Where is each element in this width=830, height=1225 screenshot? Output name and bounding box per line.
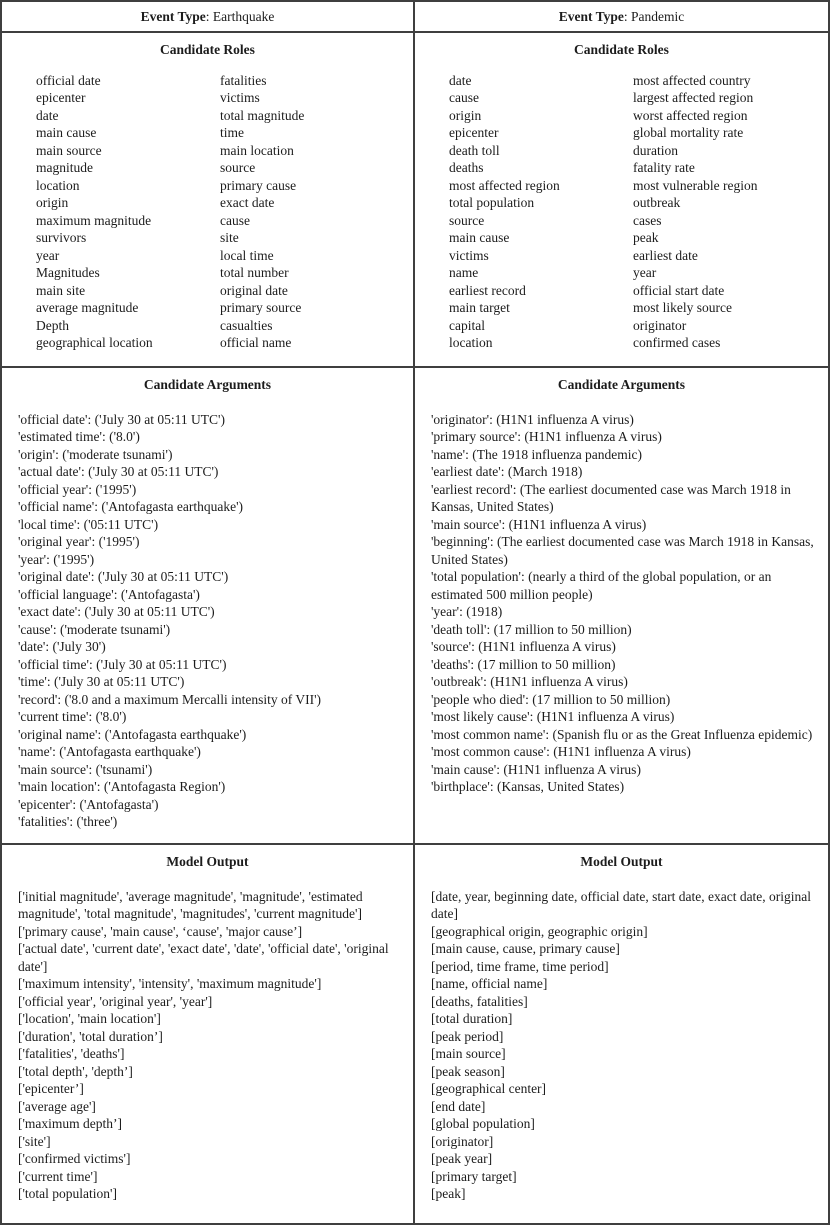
list-item: ['official year', 'original year', 'year'] — [18, 993, 213, 1009]
list-item: originator — [633, 317, 687, 333]
list-item: ['maximum intensity', 'intensity', 'maximum magnitude'] — [18, 976, 322, 991]
list-item: 'official language': ('Antofagasta') — [18, 586, 200, 602]
list-item: date — [449, 72, 472, 88]
list-item: maximum magnitude — [36, 212, 152, 228]
list-item: 'birthplace': (Kansas, United States) — [431, 779, 625, 794]
list-item: primary cause — [220, 177, 297, 193]
list-item: epicenter — [36, 90, 86, 105]
candidate-arguments-section-pandemic — [415, 368, 828, 845]
list-item: 'name': (The 1918 influenza pandemic) — [431, 446, 643, 462]
list-item: cause — [220, 212, 250, 228]
list-item: date — [36, 107, 59, 123]
list-item: source — [220, 160, 256, 175]
list-item: exact date — [220, 195, 275, 210]
candidate-arguments-title: Candidate Arguments — [557, 377, 686, 392]
list-item: most vulnerable region — [633, 177, 758, 193]
list-item: 'cause': ('moderate tsunami') — [18, 621, 171, 637]
list-item: total number — [220, 265, 289, 280]
list-item: 'main location': ('Antofagasta Region') — [18, 779, 226, 794]
candidate-arguments-section-earthquake — [2, 368, 415, 845]
list-item: main site — [36, 282, 86, 298]
list-item: ['maximum depth’] — [18, 1116, 123, 1131]
list-item: magnitude — [36, 160, 93, 175]
list-item: ['initial magnitude', 'average magnitude', 'magnitude', 'estimated magnitude', 'total magnitude', 'magnitudes', 'current magnitude'] — [18, 888, 367, 921]
roles-column-2 — [220, 72, 413, 352]
list-item: origin — [449, 107, 482, 123]
list-item: main source — [36, 142, 102, 158]
event-type-separator: : — [623, 8, 632, 24]
list-item: official name — [220, 335, 292, 350]
candidate-arguments-list — [2, 411, 413, 831]
list-item: fatalities — [220, 72, 267, 88]
list-item: 'original date': ('July 30 at 05:11 UTC') — [18, 569, 229, 584]
list-item: Depth — [36, 317, 69, 333]
list-item: 'people who died': (17 million to 50 million) — [431, 691, 671, 707]
event-type-label: Event Type — [140, 8, 206, 24]
list-item: cases — [633, 212, 662, 228]
list-item: 'record': ('8.0 and a maximum Mercalli intensity of VII') — [18, 691, 322, 707]
list-item: ['actual date', 'current date', 'exact date', 'date', 'official date', 'original date'] — [18, 941, 392, 974]
list-item: [peak] — [431, 1186, 466, 1201]
list-item: 'deaths': (17 million to 50 million) — [431, 656, 616, 672]
list-item: cause — [449, 90, 479, 105]
list-item: largest affected region — [633, 90, 754, 105]
list-item: ['duration', 'total duration’] — [18, 1028, 163, 1044]
list-item: 'most likely cause': (H1N1 influenza A virus) — [431, 709, 675, 724]
table-grid — [2, 2, 828, 1223]
event-type-text — [559, 8, 685, 26]
list-item: [end date] — [431, 1098, 486, 1114]
list-item: 'official year': ('1995') — [18, 481, 137, 497]
list-item: 'local time': ('05:11 UTC') — [18, 516, 159, 532]
candidate-roles-section-pandemic — [415, 33, 828, 368]
event-type-header-earthquake — [2, 2, 415, 33]
event-type-value: Pandemic — [631, 8, 685, 24]
list-item: ['location', 'main location'] — [18, 1011, 161, 1026]
list-item: 'main source': (H1N1 influenza A virus) — [431, 516, 647, 532]
event-type-header-pandemic — [415, 2, 828, 33]
list-item: main target — [449, 300, 510, 315]
list-item: 'primary source': (H1N1 influenza A virus) — [431, 429, 662, 444]
list-item: [main cause, cause, primary cause] — [431, 941, 620, 956]
list-item: official date — [36, 72, 101, 88]
list-item: 'origin': ('moderate tsunami') — [18, 446, 173, 462]
list-item: 'beginning': (The earliest documented case was March 1918 in Kansas, United States) — [431, 534, 818, 567]
list-item: ['fatalities', 'deaths'] — [18, 1046, 125, 1061]
list-item: 'official time': ('July 30 at 05:11 UTC') — [18, 656, 227, 672]
list-item: source — [449, 212, 485, 228]
candidate-arguments-list — [415, 411, 828, 796]
list-item: [period, time frame, time period] — [431, 958, 609, 974]
list-item: 'exact date': ('July 30 at 05:11 UTC') — [18, 604, 215, 619]
list-item: [deaths, fatalities] — [431, 993, 528, 1009]
list-item: epicenter — [449, 125, 499, 140]
list-item: 'main cause': (H1N1 influenza A virus) — [431, 761, 641, 777]
list-item: original date — [220, 282, 288, 298]
list-item: 'original year': ('1995') — [18, 534, 140, 549]
list-item: total magnitude — [220, 107, 305, 123]
list-item: global mortality rate — [633, 125, 744, 140]
list-item: 'epicenter': ('Antofagasta') — [18, 796, 159, 812]
list-item: earliest date — [633, 247, 698, 263]
list-item: official start date — [633, 282, 725, 298]
list-item: 'official name': ('Antofagasta earthquake') — [18, 499, 244, 514]
list-item: 'originator': (H1N1 influenza A virus) — [431, 411, 634, 427]
list-item: location — [449, 335, 493, 350]
model-output-section-earthquake — [2, 845, 415, 1223]
list-item: 'most common cause': (H1N1 influenza A virus) — [431, 744, 691, 759]
list-item: site — [220, 230, 239, 245]
list-item: ['total depth', 'depth’] — [18, 1063, 133, 1079]
list-item: deaths — [449, 160, 484, 175]
list-item: most affected country — [633, 72, 751, 88]
list-item: [primary target] — [431, 1168, 517, 1184]
list-item: time — [220, 125, 244, 140]
candidate-roles-title: Candidate Roles — [574, 42, 669, 57]
event-type-text — [141, 8, 275, 26]
list-item: [total duration] — [431, 1011, 513, 1026]
model-output-section-pandemic — [415, 845, 828, 1223]
list-item: 'year': ('1995') — [18, 551, 95, 567]
list-item: year — [633, 265, 657, 280]
list-item: ['average age'] — [18, 1098, 96, 1114]
list-item: victims — [449, 247, 489, 263]
list-item: 'earliest record': (The earliest documented case was March 1918 in Kansas, United States) — [431, 481, 795, 514]
list-item: [date, year, beginning date, official date, start date, exact date, original date] — [431, 888, 815, 921]
list-item: origin — [36, 195, 69, 210]
list-item: primary source — [220, 300, 302, 315]
list-item: duration — [633, 142, 678, 158]
list-item: 'date': ('July 30') — [18, 639, 106, 654]
list-item: [main source] — [431, 1046, 506, 1061]
list-item: worst affected region — [633, 107, 748, 123]
list-item: geographical location — [36, 335, 153, 350]
list-item: 'source': (H1N1 influenza A virus) — [431, 639, 616, 654]
list-item: death toll — [449, 142, 500, 158]
model-output-list — [2, 888, 413, 1203]
candidate-roles-title: Candidate Roles — [160, 42, 255, 57]
list-item: capital — [449, 317, 485, 333]
list-item: casualties — [220, 317, 273, 333]
list-item: main cause — [449, 230, 510, 245]
list-item: [name, official name] — [431, 976, 548, 991]
model-output-list — [415, 888, 828, 1203]
list-item: ['total population'] — [18, 1186, 117, 1201]
list-item: ['site'] — [18, 1133, 51, 1149]
candidate-roles-list — [2, 72, 413, 352]
list-item: 'main source': ('tsunami') — [18, 761, 153, 777]
model-output-title: Model Output — [166, 854, 249, 869]
event-type-label: Event Type — [558, 8, 624, 24]
event-type-value: Earthquake — [212, 8, 275, 24]
list-item: 'earliest date': (March 1918) — [431, 464, 583, 479]
list-item: 'estimated time': ('8.0') — [18, 429, 140, 444]
list-item: 'actual date': ('July 30 at 05:11 UTC') — [18, 464, 219, 479]
list-item: name — [449, 265, 479, 280]
list-item: total population — [449, 195, 535, 210]
list-item: fatality rate — [633, 160, 695, 175]
list-item: earliest record — [449, 282, 526, 298]
list-item: 'total population': (nearly a third of the global population, or an estimated 500 million people) — [431, 569, 775, 602]
list-item: outbreak — [633, 195, 681, 210]
list-item: most likely source — [633, 300, 732, 315]
list-item: location — [36, 177, 80, 193]
roles-column-1 — [449, 72, 633, 352]
list-item: 'current time': ('8.0') — [18, 709, 127, 724]
event-type-separator: : — [205, 8, 213, 24]
candidate-roles-list — [415, 72, 828, 352]
list-item: 'year': (1918) — [431, 604, 503, 619]
roles-column-1 — [36, 72, 220, 352]
list-item: victims — [220, 90, 260, 105]
list-item: 'time': ('July 30 at 05:11 UTC') — [18, 674, 185, 689]
list-item: ['primary cause', 'main cause', ‘cause', 'major cause’] — [18, 923, 303, 939]
list-item: 'official date': ('July 30 at 05:11 UTC') — [18, 411, 225, 427]
list-item: 'fatalities': ('three') — [18, 814, 118, 829]
list-item: [originator] — [431, 1133, 494, 1149]
list-item: local time — [220, 247, 274, 263]
list-item: [geographical origin, geographic origin] — [431, 923, 648, 939]
list-item: [geographical center] — [431, 1081, 547, 1096]
list-item: average magnitude — [36, 300, 139, 315]
list-item: year — [36, 247, 60, 263]
list-item: 'death toll': (17 million to 50 million) — [431, 621, 632, 637]
list-item: ['epicenter’] — [18, 1081, 84, 1096]
model-output-title: Model Output — [580, 854, 663, 869]
list-item: survivors — [36, 230, 87, 245]
list-item: main cause — [36, 125, 97, 140]
list-item: most affected region — [449, 177, 560, 193]
list-item: ['current time'] — [18, 1168, 98, 1184]
list-item: 'outbreak': (H1N1 influenza A virus) — [431, 674, 628, 689]
candidate-arguments-title: Candidate Arguments — [143, 377, 272, 392]
list-item: 'original name': ('Antofagasta earthquake') — [18, 726, 247, 742]
list-item: ['confirmed victims'] — [18, 1151, 131, 1166]
list-item: peak — [633, 230, 659, 245]
list-item: [global population] — [431, 1116, 535, 1131]
list-item: [peak season] — [431, 1063, 505, 1079]
list-item: main location — [220, 142, 294, 158]
list-item: 'name': ('Antofagasta earthquake') — [18, 744, 201, 759]
list-item: 'most common name': (Spanish flu or as the Great Influenza epidemic) — [431, 726, 813, 742]
list-item: confirmed cases — [633, 335, 721, 350]
list-item: [peak period] — [431, 1028, 504, 1044]
roles-column-2 — [633, 72, 828, 352]
list-item: Magnitudes — [36, 265, 100, 280]
candidate-roles-section-earthquake — [2, 33, 415, 368]
list-item: [peak year] — [431, 1151, 493, 1166]
